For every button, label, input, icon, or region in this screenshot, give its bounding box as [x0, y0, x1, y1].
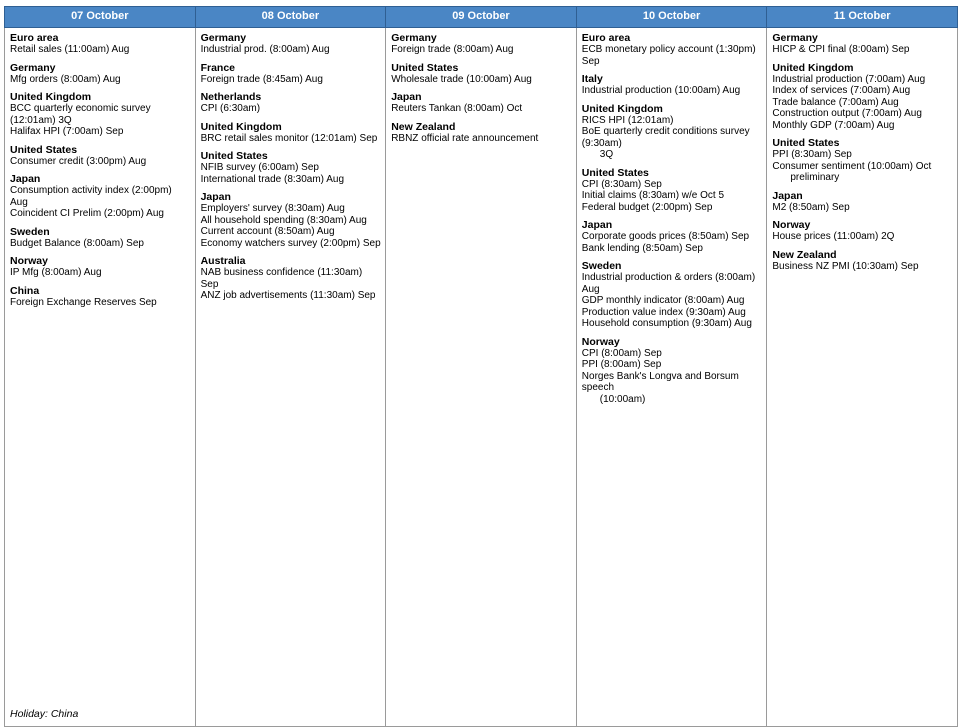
- country-name: United Kingdom: [581, 102, 663, 115]
- event-continuation: 3Q: [599, 149, 614, 160]
- country-name: United States: [772, 137, 840, 149]
- country-name: Japan: [581, 219, 613, 231]
- country-block: [391, 91, 572, 115]
- country-block: [582, 32, 763, 67]
- day-cell-4: [767, 28, 958, 727]
- country-name: Norway: [772, 219, 811, 231]
- country-block: [201, 121, 382, 145]
- country-block: [582, 167, 763, 214]
- calendar-header-row: [5, 7, 958, 28]
- country-name: New Zealand: [772, 248, 837, 261]
- country-block: [10, 173, 191, 220]
- event-item: Monthly GDP (7:00am) Aug: [772, 119, 895, 131]
- event-item: Business NZ PMI (10:30am) Sep: [772, 260, 919, 272]
- day-content-1: [201, 32, 382, 722]
- event-item: Household consumption (9:30am) Aug: [581, 318, 752, 329]
- day-header-3: 10 October: [576, 7, 767, 28]
- country-name: New Zealand: [391, 120, 456, 133]
- country-block: [10, 91, 191, 138]
- event-item: Retail sales (11:00am) Aug: [10, 44, 130, 55]
- event-continuation: preliminary: [790, 172, 840, 183]
- event-item: IP Mfg (8:00am) Aug: [10, 267, 102, 278]
- country-name: Japan: [200, 191, 231, 203]
- country-block: [582, 336, 763, 406]
- event-item: M2 (8:50am) Sep: [772, 201, 850, 213]
- country-name: China: [10, 284, 40, 297]
- country-name: Germany: [772, 32, 818, 44]
- event-text: Consumer sentiment (10:00am) Oct: [772, 160, 932, 172]
- event-item: PPI (8:00am) Sep: [581, 359, 662, 370]
- country-block: [582, 219, 763, 254]
- event-item: Foreign Exchange Reserves Sep: [10, 296, 157, 308]
- country-block: [201, 150, 382, 185]
- event-item: ECB monetary policy account (1:30pm) Sep: [581, 44, 756, 67]
- country-name: Japan: [391, 91, 422, 103]
- day-header-0: 07 October: [5, 7, 196, 28]
- country-block: [10, 285, 191, 309]
- country-block: [582, 73, 763, 97]
- event-item: Foreign trade (8:45am) Aug: [200, 73, 323, 85]
- event-item: Initial claims (8:30am) w/e Oct 5: [581, 190, 725, 201]
- country-block: [10, 62, 191, 86]
- country-block: [582, 260, 763, 330]
- country-block: [772, 190, 953, 214]
- event-item: BRC retail sales monitor (12:01am) Sep: [200, 132, 378, 144]
- event-item: ANZ job advertisements (11:30am) Sep: [200, 290, 376, 301]
- event-item: Budget Balance (8:00am) Sep: [10, 237, 144, 249]
- country-name: Euro area: [581, 32, 631, 44]
- country-block: [201, 62, 382, 86]
- country-name: Norway: [581, 335, 620, 348]
- country-name: Germany: [10, 61, 56, 74]
- country-block: [10, 226, 191, 250]
- day-content-0: [10, 32, 191, 722]
- country-name: Japan: [772, 189, 803, 202]
- day-cell-0: [5, 28, 196, 727]
- country-block: [391, 121, 572, 145]
- event-item: Current account (8:50am) Aug: [200, 226, 335, 237]
- country-name: Japan: [10, 173, 41, 185]
- event-item: RBNZ official rate announcement: [391, 132, 539, 144]
- country-block: [772, 62, 953, 132]
- country-block: [772, 249, 953, 273]
- event-item: Corporate goods prices (8:50am) Sep: [581, 231, 750, 242]
- event-item: Mfg orders (8:00am) Aug: [10, 73, 121, 85]
- country-name: Sweden: [581, 260, 622, 272]
- event-item: Coincident CI Prelim (2:00pm) Aug: [10, 208, 164, 219]
- event-text: Norges Bank's Longva and Borsum speech: [581, 370, 739, 393]
- event-item: [582, 371, 763, 406]
- country-block: [772, 137, 953, 184]
- country-block: [201, 191, 382, 249]
- calendar-table: [4, 6, 958, 727]
- country-name: Italy: [581, 73, 603, 85]
- country-name: Sweden: [10, 225, 50, 238]
- country-name: Netherlands: [200, 91, 262, 103]
- country-block: [772, 32, 953, 56]
- event-item: Foreign trade (8:00am) Aug: [391, 44, 514, 55]
- country-name: France: [200, 61, 236, 74]
- event-text: BoE quarterly credit conditions survey (9:30am): [581, 126, 750, 149]
- country-name: Australia: [200, 255, 246, 267]
- country-block: [201, 32, 382, 56]
- event-item: CPI (8:00am) Sep: [581, 347, 662, 359]
- event-item: NAB business confidence (11:30am) Sep: [200, 267, 363, 290]
- country-name: United Kingdom: [10, 91, 92, 103]
- country-block: [201, 255, 382, 302]
- country-block: [772, 219, 953, 243]
- event-continuation: (10:00am): [599, 393, 646, 405]
- country-name: United States: [391, 61, 459, 74]
- day-cell-3: [576, 28, 767, 727]
- day-content-2: [391, 32, 572, 722]
- country-block: [391, 62, 572, 86]
- country-name: Germany: [391, 32, 437, 44]
- day-cell-2: [386, 28, 577, 727]
- event-item: CPI (8:30am) Sep: [581, 178, 662, 190]
- event-item: CPI (6:30am): [200, 103, 261, 114]
- event-item: Wholesale trade (10:00am) Aug: [391, 73, 532, 85]
- country-name: United States: [581, 166, 649, 179]
- event-item: Consumer credit (3:00pm) Aug: [10, 155, 147, 167]
- event-item: Employers' survey (8:30am) Aug: [200, 203, 345, 214]
- event-item: Bank lending (8:50am) Sep: [581, 242, 703, 254]
- day-header-4: 11 October: [767, 7, 958, 28]
- event-item: RICS HPI (12:01am): [581, 114, 674, 126]
- country-name: Norway: [10, 255, 48, 267]
- country-block: [201, 91, 382, 115]
- event-item: Trade balance (7:00am) Aug: [772, 96, 899, 108]
- event-item: Index of services (7:00am) Aug: [772, 85, 911, 96]
- day-content-3: [582, 32, 763, 722]
- event-item: Production value index (9:30am) Aug: [581, 306, 746, 318]
- country-block: [582, 103, 763, 161]
- event-item: [582, 126, 763, 161]
- country-block: [10, 144, 191, 168]
- event-item: International trade (8:30am) Aug: [200, 173, 345, 185]
- day-header-2: 09 October: [386, 7, 577, 28]
- day-cell-1: [195, 28, 386, 727]
- country-block: [10, 32, 191, 56]
- country-name: United States: [10, 143, 78, 156]
- event-item: [772, 161, 953, 184]
- event-item: HICP & CPI final (8:00am) Sep: [772, 44, 910, 55]
- event-item: Economy watchers survey (2:00pm) Sep: [200, 237, 381, 249]
- country-name: United States: [200, 150, 268, 162]
- event-item: PPI (8:30am) Sep: [772, 149, 852, 160]
- holiday-note: Holiday: China: [10, 708, 79, 720]
- country-block: [10, 255, 191, 279]
- event-item: Industrial production (10:00am) Aug: [581, 85, 741, 96]
- day-header-1: 08 October: [195, 7, 386, 28]
- event-item: Reuters Tankan (8:00am) Oct: [391, 103, 523, 114]
- calendar-body-row: [5, 28, 958, 727]
- country-name: Germany: [200, 32, 247, 44]
- event-item: Industrial production (7:00am) Aug: [772, 73, 926, 85]
- country-block: [391, 32, 572, 56]
- day-content-4: [772, 32, 953, 722]
- event-item: Industrial production & orders (8:00am) Aug: [581, 272, 756, 295]
- event-item: Halifax HPI (7:00am) Sep: [10, 126, 124, 137]
- event-item: GDP monthly indicator (8:00am) Aug: [581, 295, 745, 306]
- event-item: House prices (11:00am) 2Q: [772, 231, 895, 242]
- event-item: NFIB survey (6:00am) Sep: [200, 162, 319, 173]
- country-name: United Kingdom: [772, 61, 854, 74]
- country-name: Euro area: [10, 32, 59, 44]
- country-name: United Kingdom: [200, 120, 282, 133]
- event-item: Industrial prod. (8:00am) Aug: [200, 44, 330, 55]
- event-item: Construction output (7:00am) Aug: [772, 108, 922, 119]
- event-item: Federal budget (2:00pm) Sep: [581, 201, 713, 213]
- event-item: Consumption activity index (2:00pm) Aug: [10, 185, 172, 208]
- event-item: BCC quarterly economic survey (12:01am) 3Q: [10, 103, 151, 126]
- event-item: All household spending (8:30am) Aug: [200, 214, 367, 226]
